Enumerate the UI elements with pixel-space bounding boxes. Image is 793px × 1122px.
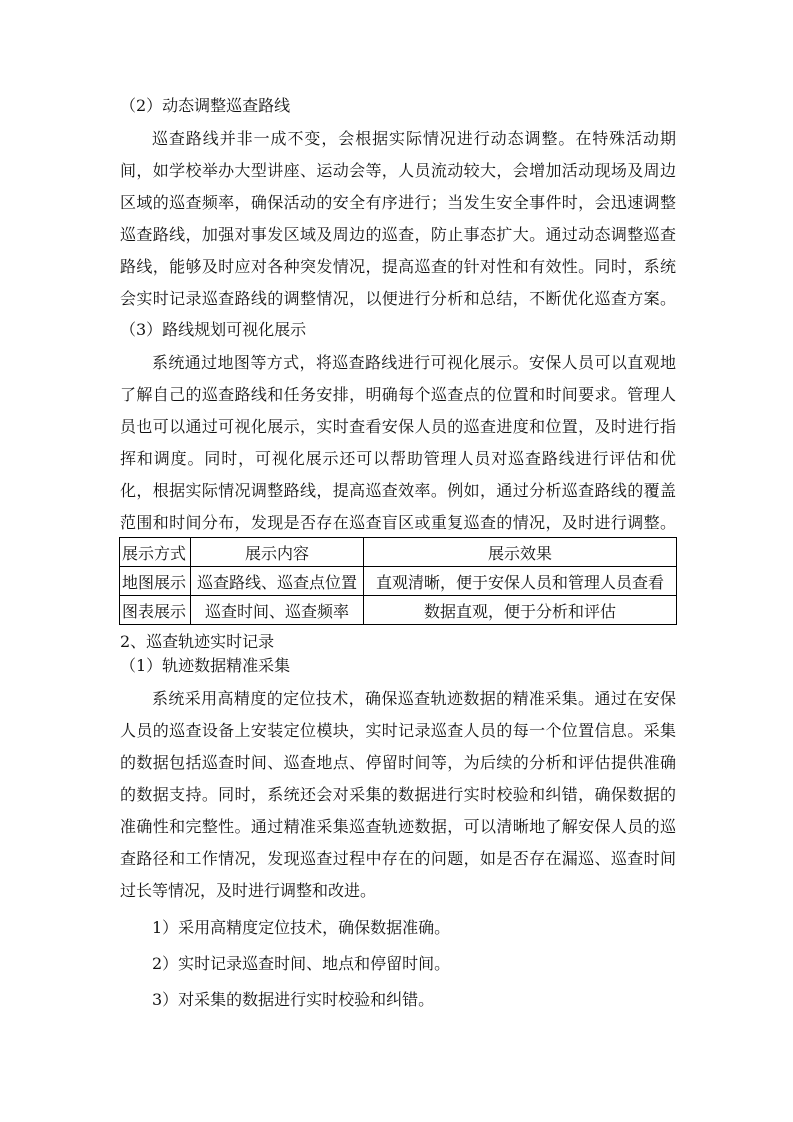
- table-cell: 图表展示: [120, 596, 191, 625]
- table-cell: 地图展示: [120, 567, 191, 596]
- paragraph-line: 员也可以通过可视化展示，实时查看安保人员的巡查进度和位置，及时进行指: [120, 417, 676, 436]
- table-header-cell: 展示效果: [364, 538, 677, 567]
- table-cell: 直观清晰，便于安保人员和管理人员查看: [364, 567, 677, 596]
- paragraph-line: 巡查路线并非一成不变，会根据实际情况进行动态调整。在特殊活动期: [152, 129, 676, 148]
- paragraph-line: 了解自己的巡查路线和任务安排，明确每个巡查点的位置和时间要求。管理人: [120, 385, 676, 404]
- list-item: 1）采用高精度定位技术，确保数据准确。: [152, 918, 451, 937]
- paragraph-line: 范围和时间分布，发现是否存在巡查盲区或重复巡查的情况，及时进行调整。: [120, 513, 676, 532]
- section-heading-dynamic-route: （2）动态调整巡查路线: [120, 96, 291, 115]
- list-item: 3）对采集的数据进行实时校验和纠错。: [152, 990, 435, 1009]
- section-heading-visualization: （3）路线规划可视化展示: [120, 320, 307, 339]
- chapter-heading-trajectory: 2、巡查轨迹实时记录: [120, 632, 275, 651]
- paragraph-line: 查路径和工作情况，发现巡查过程中存在的问题，如是否存在漏巡、巡查时间: [120, 849, 676, 868]
- paragraph-line: 化，根据实际情况调整路线，提高巡查效率。例如，通过分析巡查路线的覆盖: [120, 481, 676, 500]
- table-row: [120, 567, 677, 596]
- paragraph-line: 路线，能够及时应对各种突发情况，提高巡查的针对性和有效性。同时，系统: [120, 257, 676, 276]
- paragraph-line: 的数据包括巡查时间、巡查地点、停留时间等，为后续的分析和评估提供准确: [120, 753, 676, 772]
- paragraph-line: 人员的巡查设备上安装定位模块，实时记录巡查人员的每一个位置信息。采集: [120, 721, 676, 740]
- paragraph-line: 挥和调度。同时，可视化展示还可以帮助管理人员对巡查路线进行评估和优: [120, 449, 676, 468]
- table-header-row: [120, 538, 677, 567]
- paragraph-line: 系统通过地图等方式，将巡查路线进行可视化展示。安保人员可以直观地: [152, 353, 676, 372]
- table-cell: 数据直观，便于分析和评估: [364, 596, 677, 625]
- paragraph-line: 区域的巡查频率，确保活动的安全有序进行；当发生安全事件时，会迅速调整: [120, 193, 676, 212]
- paragraph-line: 系统采用高精度的定位技术，确保巡查轨迹数据的精准采集。通过在安保: [152, 689, 676, 708]
- table-row: [120, 596, 677, 625]
- display-method-table: [119, 537, 677, 625]
- paragraph-line: 间，如学校举办大型讲座、运动会等，人员流动较大，会增加活动现场及周边: [120, 161, 676, 180]
- table-header-cell: 展示内容: [191, 538, 364, 567]
- paragraph-line: 巡查路线，加强对事发区域及周边的巡查，防止事态扩大。通过动态调整巡查: [120, 225, 676, 244]
- paragraph-line: 会实时记录巡查路线的调整情况，以便进行分析和总结，不断优化巡查方案。: [120, 289, 676, 308]
- table-header-cell: 展示方式: [120, 538, 191, 567]
- table-cell: 巡查时间、巡查频率: [191, 596, 364, 625]
- list-item: 2）实时记录巡查时间、地点和停留时间。: [152, 954, 451, 973]
- paragraph-line: 过长等情况，及时进行调整和改进。: [120, 881, 377, 900]
- paragraph-line: 的数据支持。同时，系统还会对采集的数据进行实时校验和纠错，确保数据的: [120, 785, 676, 804]
- paragraph-line: 准确性和完整性。通过精准采集巡查轨迹数据，可以清晰地了解安保人员的巡: [120, 817, 676, 836]
- table-cell: 巡查路线、巡查点位置: [191, 567, 364, 596]
- section-heading-data-collection: （1）轨迹数据精准采集: [120, 656, 291, 675]
